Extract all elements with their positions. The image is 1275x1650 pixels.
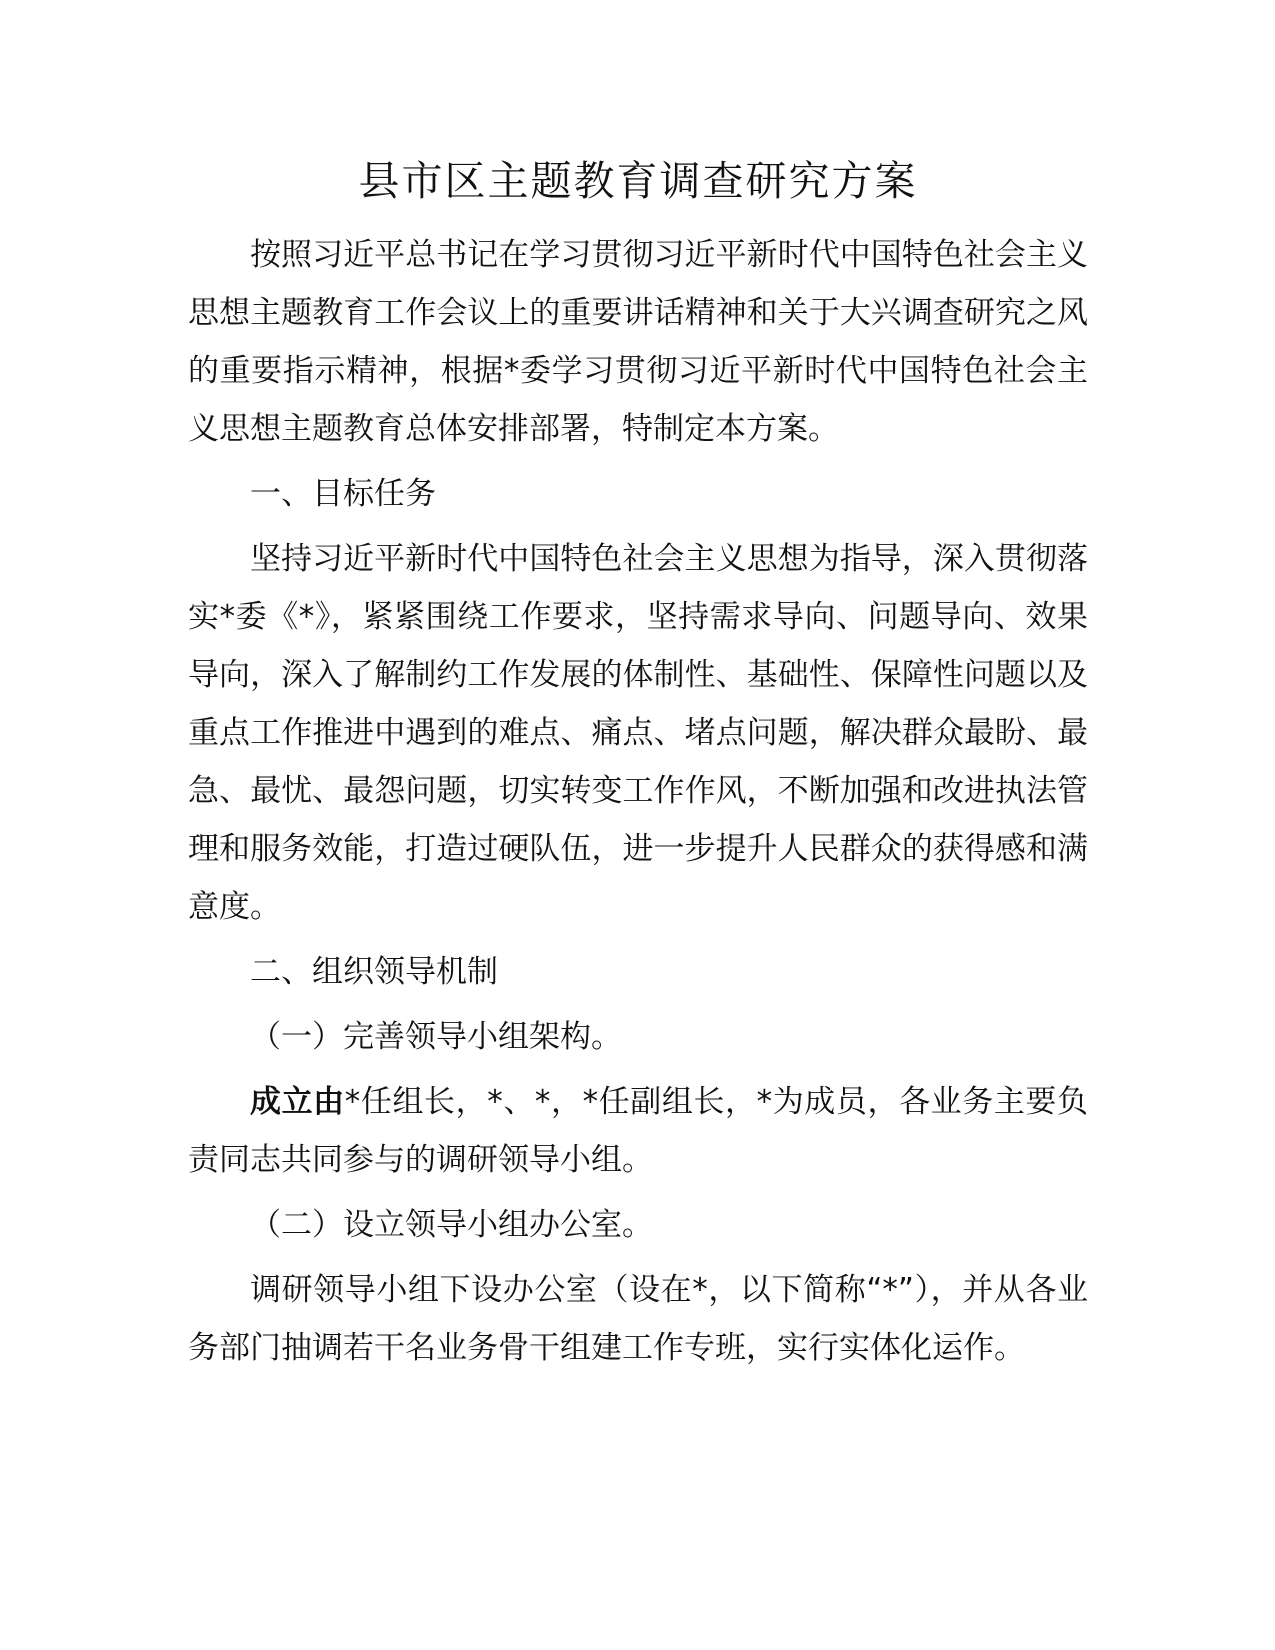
leadership-group-text: *任组长，*、*，*任副组长，*为成员，各业务主要负责同志共同参与的调研领导小组。 (188, 1084, 1089, 1178)
section-heading-organization: 二、组织领导机制 (250, 954, 498, 990)
subheading-office: （二）设立领导小组办公室。 (250, 1207, 653, 1243)
goals-paragraph: 坚持习近平新时代中国特色社会主义思想为指导，深入贯彻落实*委《*》，紧紧围绕工作要求，坚持需求导向、问题导向、效果导向，深入了解制约工作发展的体制性、基础性、保障性问题以及重点工作推进中遇到的难点、痛点、堵点问题，解决群众最盼、最急、最忧、最怨问题，切实转变工作作风，不断加强和改进执法管理和服务效能，打造过硬队伍，进一步提升人民群众的获得感和满意度。 (188, 541, 1088, 925)
document-title: 县市区主题教育调查研究方案 (358, 157, 918, 205)
leadership-group-paragraph (188, 1073, 1088, 1189)
section-heading-goals: 一、目标任务 (250, 476, 436, 512)
document-body (188, 148, 1088, 1377)
intro-paragraph: 按照习近平总书记在学习贯彻习近平新时代中国特色社会主义思想主题教育工作会议上的重要讲话精神和关于大兴调查研究之风的重要指示精神，根据*委学习贯彻习近平新时代中国特色社会主义思想主题教育总体安排部署，特制定本方案。 (188, 237, 1088, 447)
leadership-group-lead: 成立由 (250, 1084, 345, 1120)
subheading-leadership-group: （一）完善领导小组架构。 (250, 1019, 622, 1055)
office-paragraph: 调研领导小组下设办公室（设在*，以下简称“*”），并从各业务部门抽调若干名业务骨干组建工作专班，实行实体化运作。 (188, 1272, 1088, 1366)
